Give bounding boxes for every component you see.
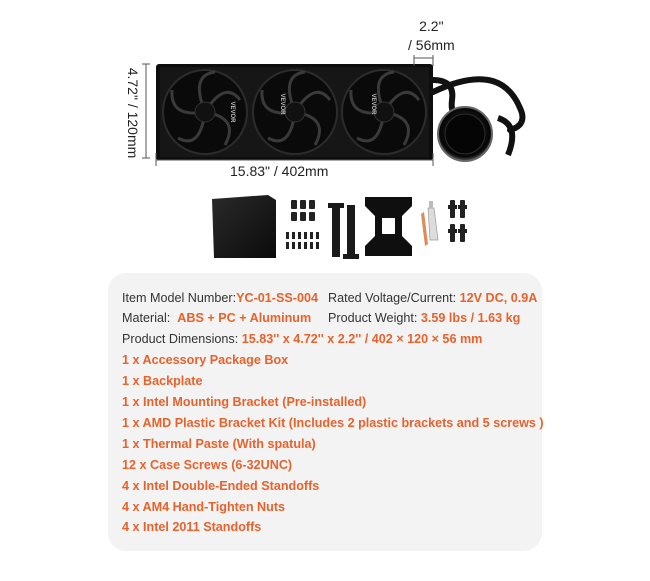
radiator xyxy=(156,64,433,160)
spec-row-voltage xyxy=(328,290,537,306)
package-item: 4 x AM4 Hand-Tighten Nuts xyxy=(122,500,286,514)
package-item: 12 x Case Screws (6-32UNC) xyxy=(122,458,293,472)
package-item: 4 x Intel Double-Ended Standoffs xyxy=(122,479,320,493)
material-label: Material: xyxy=(122,311,171,325)
fan-label-2: VEVOR xyxy=(279,93,285,115)
voltage-value: 12V DC, 0.9A xyxy=(459,291,538,305)
spec-row-model xyxy=(122,290,318,306)
backplate xyxy=(365,197,412,256)
depth-dimension-label xyxy=(408,17,455,55)
fan-label-3: VEVOR xyxy=(370,93,376,115)
package-item: 1 x Backplate xyxy=(122,374,203,388)
amd-brackets xyxy=(328,203,359,259)
package-item: 4 x Intel 2011 Standoffs xyxy=(122,520,262,534)
package-item: 1 x AMD Plastic Bracket Kit (Includes 2 plastic brackets and 5 screws ) xyxy=(122,416,544,430)
material-value: ABS + PC + Aluminum xyxy=(177,311,312,325)
depth-mm: / 56mm xyxy=(408,37,455,53)
width-dimension-label: 15.83" / 402mm xyxy=(230,163,329,179)
depth-inches: 2.2" xyxy=(419,18,444,34)
package-item: 1 x Thermal Paste (With spatula) xyxy=(122,437,316,451)
standoffs xyxy=(448,200,467,242)
package-item: 1 x Intel Mounting Bracket (Pre-installed) xyxy=(122,395,367,409)
spec-row-material xyxy=(122,310,311,326)
case-screws xyxy=(286,200,319,249)
height-dimension-label: 4.72" / 120mm xyxy=(125,67,141,159)
model-label: Item Model Number: xyxy=(122,291,237,305)
fan-2 xyxy=(253,70,337,154)
dimensions-label: Product Dimensions: xyxy=(122,332,239,346)
weight-label: Product Weight: xyxy=(328,311,418,325)
pump-head xyxy=(438,107,512,161)
spec-row-dimensions xyxy=(122,331,482,347)
dimensions-value: 15.83'' x 4.72'' x 2.2'' / 402 × 120 × 56 mm xyxy=(241,332,483,346)
accessory-box xyxy=(212,195,276,258)
thermal-paste xyxy=(421,201,438,246)
product-diagram xyxy=(0,0,650,270)
weight-value: 3.59 lbs / 1.63 kg xyxy=(420,311,521,325)
voltage-label: Rated Voltage/Current: xyxy=(328,291,457,305)
package-item: 1 x Accessory Package Box xyxy=(122,353,289,367)
spec-row-weight xyxy=(328,310,520,326)
spec-card xyxy=(108,273,542,551)
fan-label-1: VEVOR xyxy=(229,101,235,123)
fan-3 xyxy=(342,70,426,154)
model-value: YC-01-SS-004 xyxy=(236,291,318,305)
